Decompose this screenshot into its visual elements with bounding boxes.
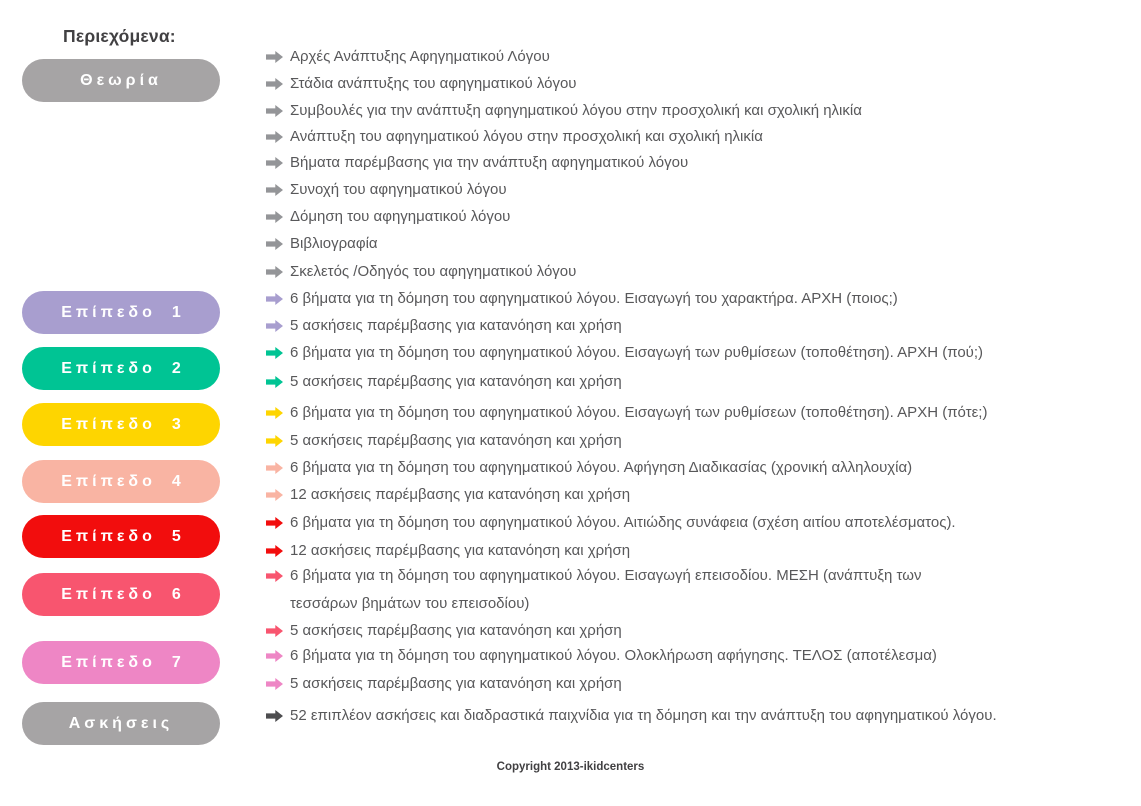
sidebar-button-level-1[interactable] [22,291,220,334]
right-arrow-icon [266,545,283,557]
right-arrow-icon [266,78,283,90]
right-arrow-icon [266,489,283,501]
toc-item-label: 5 ασκήσεις παρέμβασης για κατανόηση και χρήση [290,675,622,692]
toc-item-label: Σκελετός /Οδηγός του αφηγηματικού λόγου [290,263,577,280]
right-arrow-icon [266,105,283,117]
right-arrow-icon [266,131,283,143]
right-arrow-icon [266,570,283,582]
toc-item-label: 12 ασκήσεις παρέμβασης για κατανόηση και χρήση [290,542,631,559]
toc-item[interactable] [266,645,937,666]
right-arrow-icon [266,266,283,278]
sidebar-button-level-4[interactable] [22,460,220,503]
toc-item[interactable] [266,457,912,478]
toc-item-label: 12 ασκήσεις παρέμβασης για κατανόηση και χρήση [290,486,631,503]
button-number: 3 [171,415,181,433]
toc-item-label: Δόμηση του αφηγηματικού λόγου [290,208,511,225]
toc-item[interactable] [266,233,378,254]
button-label: Επίπεδο [61,585,156,603]
toc-item[interactable] [266,261,576,282]
toc-item[interactable] [266,430,622,451]
button-number: 2 [171,359,181,377]
button-label: Επίπεδο [61,415,156,433]
toc-item-label: 6 βήματα για τη δόμηση του αφηγηματικού λόγου. Εισαγωγή των ρυθμίσεων (τοποθέτηση). ΑΡΧΗ (πού;) [290,344,984,361]
page-title: Περιεχόμενα: [63,26,176,46]
toc-item-label: Συμβουλές για την ανάπτυξη αφηγηματικού λόγου στην προσχολική και σχολική ηλικία [290,102,862,119]
toc-item-label: 5 ασκήσεις παρέμβασης για κατανόηση και χρήση [290,373,622,390]
right-arrow-icon [266,184,283,196]
toc-item-label: Βήματα παρέμβασης για την ανάπτυξη αφηγηματικού λόγου [290,154,689,171]
toc-item-label: 6 βήματα για τη δόμηση του αφηγηματικού λόγου. Αιτιώδης συνάφεια (σχέση αιτίου αποτελέσματος). [290,514,956,531]
right-arrow-icon [266,293,283,305]
sidebar-button-theory[interactable] [22,59,220,102]
toc-item-label: 6 βήματα για τη δόμηση του αφηγηματικού λόγου. Εισαγωγή επεισοδίου. ΜΕΣΗ (ανάπτυξη των τεσσάρων βημάτων του επεισοδίου) [290,567,922,612]
button-label: Επίπεδο [61,472,156,490]
toc-item[interactable] [266,100,862,121]
sidebar-button-level-6[interactable] [22,573,220,616]
toc-item[interactable] [266,206,510,227]
toc-item-label: 6 βήματα για τη δόμηση του αφηγηματικού λόγου. Αφήγηση Διαδικασίας (χρονική αλληλουχία) [290,459,913,476]
button-number: 7 [171,653,181,671]
toc-item-label: 6 βήματα για τη δόμηση του αφηγηματικού λόγου. Εισαγωγή των ρυθμίσεων (τοποθέτηση). ΑΡΧΗ (πότε;) [290,404,988,421]
toc-item-label: 6 βήματα για τη δόμηση του αφηγηματικού λόγου. Ολοκλήρωση αφήγησης. ΤΕΛΟΣ (αποτέλεσμα) [290,647,937,664]
toc-item[interactable] [266,540,630,561]
right-arrow-icon [266,238,283,250]
button-number: 5 [171,527,181,545]
button-label: Επίπεδο [61,303,156,321]
right-arrow-icon [266,320,283,332]
right-arrow-icon [266,435,283,447]
right-arrow-icon [266,347,283,359]
right-arrow-icon [266,376,283,388]
toc-item[interactable] [266,342,983,363]
toc-item-label: Βιβλιογραφία [290,235,378,252]
toc-item[interactable] [266,288,898,309]
sidebar-button-level-7[interactable] [22,641,220,684]
button-label: Επίπεδο [61,527,156,545]
toc-item[interactable] [266,315,622,336]
toc-item[interactable] [266,46,550,67]
right-arrow-icon [266,650,283,662]
right-arrow-icon [266,157,283,169]
button-label: Επίπεδο [61,653,156,671]
toc-item-label: 5 ασκήσεις παρέμβασης για κατανόηση και χρήση [290,317,622,334]
toc-item-label: Συνοχή του αφηγηματικού λόγου [290,181,507,198]
toc-item-label: 52 επιπλέον ασκήσεις και διαδραστικά παιχνίδια για τη δόμηση και την ανάπτυξη του αφηγηματικού λόγου. [290,707,997,724]
sidebar-button-level-3[interactable] [22,403,220,446]
sidebar-button-exercises[interactable] [22,702,220,745]
toc-item-label: Ανάπτυξη του αφηγηματικού λόγου στην προσχολική και σχολική ηλικία [290,128,763,145]
right-arrow-icon [266,51,283,63]
toc-item[interactable] [266,371,622,392]
toc-item[interactable] [266,179,507,200]
toc-item[interactable] [266,703,997,728]
toc-item-label: 6 βήματα για τη δόμηση του αφηγηματικού λόγου. Εισαγωγή του χαρακτήρα. ΑΡΧΗ (ποιος;) [290,290,898,307]
toc-item-label: Στάδια ανάπτυξης του αφηγηματικού λόγου [290,75,577,92]
button-label: Θεωρία [80,71,162,89]
button-number: 1 [171,303,181,321]
right-arrow-icon [266,625,283,637]
toc-item[interactable] [266,73,577,94]
toc-item[interactable] [266,484,630,505]
copyright-text: Copyright 2013-ikidcenters [496,761,645,773]
sidebar-button-level-2[interactable] [22,347,220,390]
right-arrow-icon [266,211,283,223]
button-label: Επίπεδο [61,359,156,377]
toc-item-label: Αρχές Ανάπτυξης Αφηγηματικού Λόγου [290,48,550,65]
right-arrow-icon [266,517,283,529]
toc-item[interactable] [266,562,990,618]
right-arrow-icon [266,462,283,474]
sidebar-button-level-5[interactable] [22,515,220,558]
toc-item[interactable] [266,402,987,423]
toc-item-label: 5 ασκήσεις παρέμβασης για κατανόηση και χρήση [290,622,622,639]
toc-item[interactable] [266,512,956,533]
toc-item[interactable] [266,620,622,641]
right-arrow-icon [266,407,283,419]
toc-item[interactable] [266,673,622,694]
right-arrow-icon [266,678,283,690]
button-label: Ασκήσεις [68,714,174,732]
toc-item-label: 5 ασκήσεις παρέμβασης για κατανόηση και χρήση [290,432,622,449]
right-arrow-icon [266,710,283,722]
button-number: 6 [171,585,181,603]
button-number: 4 [171,472,181,490]
toc-item[interactable] [266,152,688,173]
toc-item[interactable] [266,126,763,147]
